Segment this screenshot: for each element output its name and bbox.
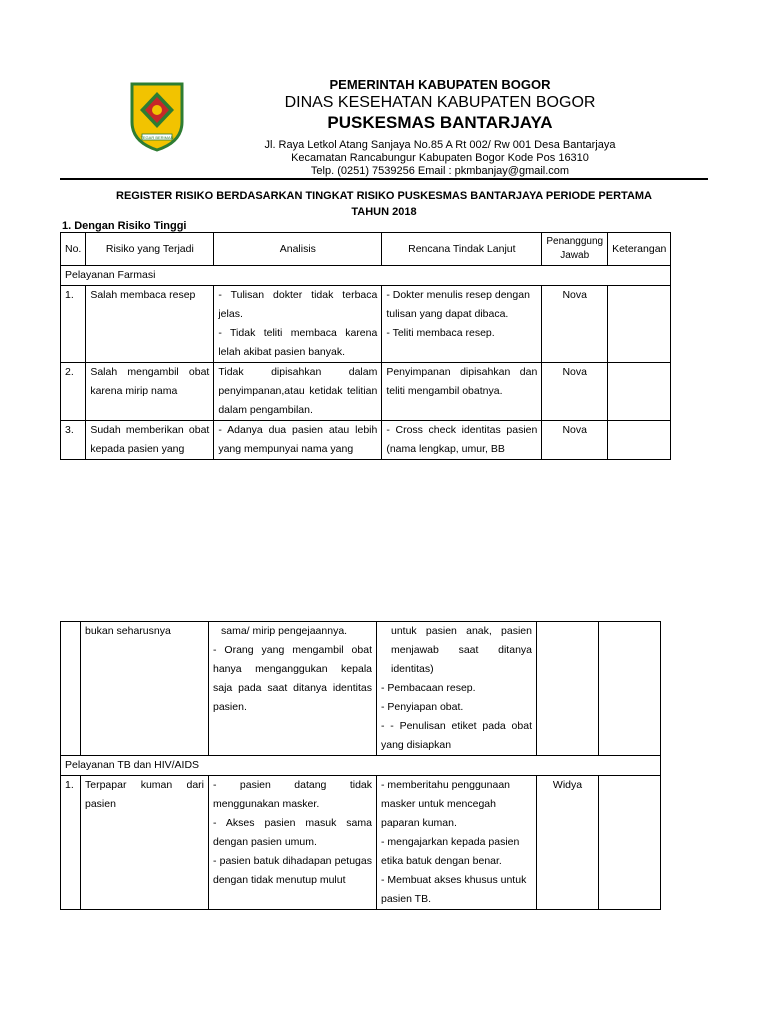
table-header-row [61, 233, 671, 266]
header-keterangan: Keterangan [608, 233, 671, 266]
cell-risiko: Terpapar kuman dari pasien [81, 776, 209, 910]
risk-register-table [60, 232, 671, 460]
header-risiko: Risiko yang Terjadi [86, 233, 214, 266]
cell-pj: Widya [537, 776, 599, 910]
cell-pj: Nova [542, 421, 608, 460]
cell-analisis: sama/ mirip pengejaannya. - Orang yang mengambil obat hanya menganggukan kepala saja pada saat ditanya identitas pasien. [209, 622, 377, 756]
table-row [61, 622, 661, 756]
group-row [61, 266, 671, 286]
cell-rtl: Penyimpanan dipisahkan dan teliti mengambil obatnya. [382, 363, 542, 421]
contact-line: Telp. (0251) 7539256 Email : pkmbanjay@gmail.com [310, 165, 570, 177]
cell-analisis: - pasien datang tidak menggunakan masker. - Akses pasien masuk sama dengan pasien umum. - pasien batuk dihadapan petugas dengan tidak menutup mulut [209, 776, 377, 910]
group-label: Pelayanan Farmasi [61, 266, 671, 286]
section-title: 1. Dengan Risiko Tinggi [62, 220, 187, 232]
cell-no: 1. [61, 776, 81, 910]
address-line-1: Jl. Raya Letkol Atang Sanjaya No.85 A Rt 002/ Rw 001 Desa Bantarjaya [264, 139, 616, 151]
puskesmas-name: PUSKESMAS BANTARJAYA [327, 113, 553, 132]
cell-analisis: Tidak dipisahkan dalam penyimpanan,atau ketidak telitian dalam pengambilan. [214, 363, 382, 421]
cell-analisis: - Adanya dua pasien atau lebih yang mempunyai nama yang [214, 421, 382, 460]
document-title [60, 188, 708, 220]
cell-analisis: - Tulisan dokter tidak terbaca jelas. - Tidak teliti membaca karena lelah akibat pasien banyak. [214, 286, 382, 363]
cell-risiko: Sudah memberikan obat kepada pasien yang [86, 421, 214, 460]
table-row [61, 363, 671, 421]
cell-rtl: - memberitahu penggunaan masker untuk mencegah paparan kuman. - mengajarkan kepada pasien etika batuk dengan benar. - Membuat akses khusus untuk pasien TB. [377, 776, 537, 910]
cell-pj: Nova [542, 286, 608, 363]
government-name: PEMERINTAH KABUPATEN BOGOR [329, 77, 551, 92]
letterhead [220, 77, 660, 178]
cell-rtl: - Cross check identitas pasien (nama lengkap, umur, BB [382, 421, 542, 460]
title-line-1: REGISTER RISIKO BERDASARKAN TINGKAT RISIKO PUSKESMAS BANTARJAYA PERIODE PERTAMA [116, 190, 652, 202]
group-row [61, 756, 661, 776]
cell-keterangan [599, 622, 661, 756]
cell-keterangan [608, 421, 671, 460]
cell-risiko: bukan seharusnya [81, 622, 209, 756]
cell-risiko: Salah mengambil obat karena mirip nama [86, 363, 214, 421]
svg-text:TEGAR BERIMAN: TEGAR BERIMAN [140, 135, 174, 140]
address-line-2: Kecamatan Rancabungur Kabupaten Bogor Kode Pos 16310 [291, 152, 589, 164]
title-line-2: TAHUN 2018 [351, 206, 417, 218]
header-rtl: Rencana Tindak Lanjut [382, 233, 542, 266]
header-divider [60, 178, 708, 180]
header-analisis: Analisis [214, 233, 382, 266]
risk-register-table-continued [60, 621, 661, 910]
cell-pj [537, 622, 599, 756]
header-no: No. [61, 233, 86, 266]
cell-keterangan [608, 363, 671, 421]
cell-no: 1. [61, 286, 86, 363]
cell-pj: Nova [542, 363, 608, 421]
cell-rtl: - Dokter menulis resep dengan tulisan yang dapat dibaca. - Teliti membaca resep. [382, 286, 542, 363]
cell-rtl: untuk pasien anak, pasien menjawab saat ditanya identitas) - Pembacaan resep. - Penyiapan obat. - - Penulisan etiket pada obat yang disiapkan [377, 622, 537, 756]
cell-no: 2. [61, 363, 86, 421]
table-row [61, 776, 661, 910]
agency-name: DINAS KESEHATAN KABUPATEN BOGOR [284, 94, 596, 111]
kabupaten-bogor-logo [130, 82, 184, 152]
cell-risiko: Salah membaca resep [86, 286, 214, 363]
group-label: Pelayanan TB dan HIV/AIDS [61, 756, 661, 776]
table-row [61, 421, 671, 460]
cell-no: 3. [61, 421, 86, 460]
table-row [61, 286, 671, 363]
header-penanggung-jawab: Penanggung Jawab [542, 233, 608, 266]
cell-keterangan [599, 776, 661, 910]
cell-keterangan [608, 286, 671, 363]
cell-no [61, 622, 81, 756]
